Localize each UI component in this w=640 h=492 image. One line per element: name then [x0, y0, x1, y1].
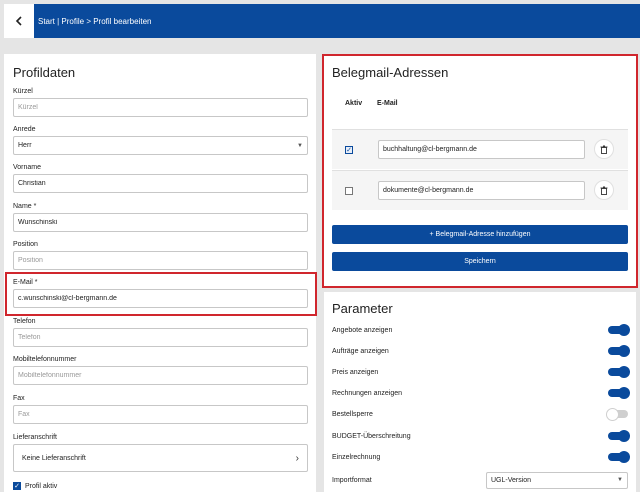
email-input[interactable] [13, 289, 308, 308]
mail-address-input[interactable] [378, 140, 585, 159]
fax-input[interactable] [13, 405, 308, 424]
param-toggle[interactable] [608, 368, 628, 376]
importformat-value: UGL-Version [491, 476, 532, 484]
param-label: Preis anzeigen [332, 368, 379, 376]
profil-aktiv-label: Profil aktiv [25, 482, 58, 490]
add-belegmail-button[interactable]: + Belegmail-Adresse hinzufügen [332, 225, 628, 244]
param-row [332, 407, 628, 421]
lieferanschrift-label: Lieferanschrift [13, 434, 57, 441]
mail-address-input[interactable] [378, 181, 585, 200]
importformat-select[interactable] [486, 472, 628, 489]
trash-icon [600, 186, 608, 195]
kuerzel-label: Kürzel [13, 88, 33, 95]
telefon-label: Telefon [13, 318, 36, 325]
param-toggle[interactable] [608, 347, 628, 355]
delete-button[interactable] [594, 139, 614, 159]
profile-card [4, 54, 316, 492]
back-button[interactable] [4, 4, 34, 38]
col-aktiv-header: Aktiv [345, 100, 363, 107]
param-toggle[interactable] [608, 453, 628, 461]
profil-aktiv-checkbox[interactable]: ✓ [14, 482, 20, 490]
param-row [332, 386, 628, 400]
param-row [332, 344, 628, 358]
delete-button[interactable] [594, 180, 614, 200]
telefon-input[interactable] [13, 328, 308, 347]
param-label: Rechnungen anzeigen [332, 389, 403, 397]
lieferanschrift-select[interactable] [13, 444, 308, 472]
profile-title: Profildaten [13, 65, 76, 80]
param-label: Angebote anzeigen [332, 326, 393, 334]
parameter-title: Parameter [332, 301, 393, 316]
position-input[interactable] [13, 251, 308, 270]
param-toggle[interactable] [608, 410, 628, 418]
belegmail-title: Belegmail-Adressen [332, 65, 449, 80]
mail-active-checkbox[interactable]: ✓ [346, 146, 352, 154]
chevron-right-icon: › [295, 452, 299, 464]
anrede-select[interactable] [13, 136, 308, 155]
trash-icon [600, 145, 608, 154]
mail-active-checkbox[interactable] [345, 187, 353, 195]
param-label: Bestellsperre [332, 410, 373, 418]
top-bar [0, 0, 640, 38]
param-toggle[interactable] [608, 432, 628, 440]
vorname-label: Vorname [13, 164, 42, 171]
anrede-value: Herr [18, 142, 32, 149]
param-toggle[interactable] [608, 326, 628, 334]
save-button[interactable]: Speichern [332, 252, 628, 271]
kuerzel-input[interactable] [13, 98, 308, 117]
param-row [332, 429, 628, 443]
breadcrumb [34, 4, 640, 38]
list-item [332, 129, 628, 169]
name-label: Name * [13, 203, 37, 210]
param-label: Einzelrechnung [332, 453, 381, 461]
param-label: BUDGET-Überschreitung [332, 432, 411, 440]
caret-down-icon: ▼ [617, 477, 623, 483]
profil-aktiv-row [13, 482, 57, 490]
col-email-header: E-Mail [377, 100, 398, 107]
name-input[interactable] [13, 213, 308, 232]
lieferanschrift-value: Keine Lieferanschrift [22, 454, 86, 462]
param-row [332, 450, 628, 464]
importformat-row [332, 473, 628, 487]
param-toggle[interactable] [608, 389, 628, 397]
mail-address-value: dokumente@cl-bergmann.de [383, 187, 474, 194]
caret-down-icon: ▼ [297, 142, 303, 149]
parameter-card [324, 292, 636, 492]
email-label: E-Mail * [13, 279, 38, 286]
param-row [332, 323, 628, 337]
position-label: Position [13, 241, 38, 248]
param-row [332, 365, 628, 379]
importformat-label: Importformat [332, 476, 372, 484]
anrede-label: Anrede [13, 126, 36, 133]
belegmail-card [324, 56, 636, 286]
list-item [332, 170, 628, 210]
vorname-input[interactable] [13, 174, 308, 193]
mail-address-value: buchhaltung@cl-bergmann.de [383, 146, 477, 153]
fax-label: Fax [13, 395, 25, 402]
param-label: Aufträge anzeigen [332, 347, 389, 355]
chevron-left-icon [15, 16, 23, 26]
mobil-input[interactable] [13, 366, 308, 385]
mobil-label: Mobiltelefonnummer [13, 356, 77, 363]
breadcrumb-text: Start | Profile > Profil bearbeiten [38, 16, 152, 26]
